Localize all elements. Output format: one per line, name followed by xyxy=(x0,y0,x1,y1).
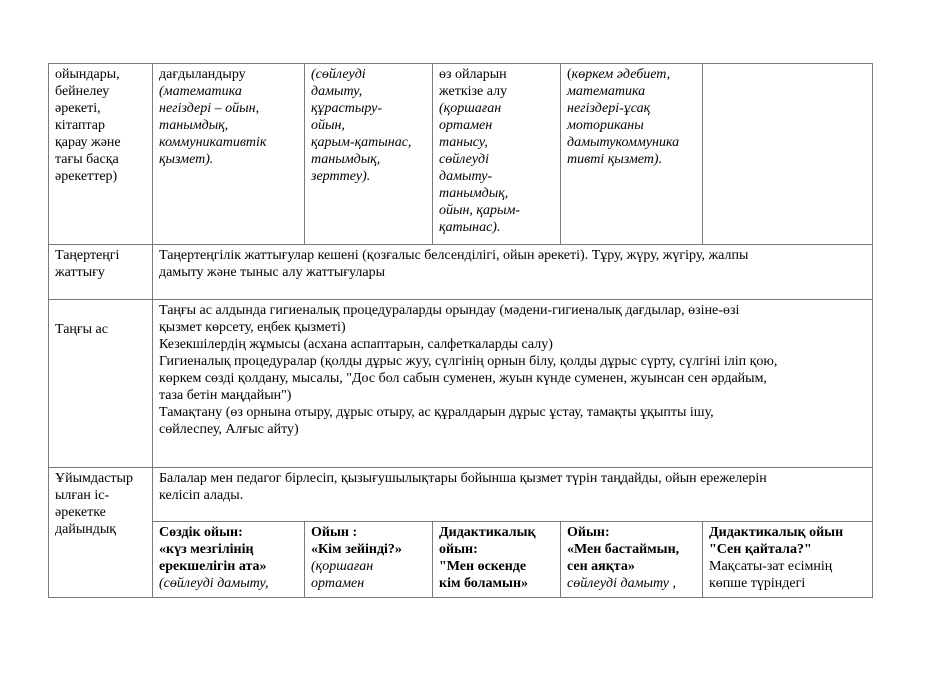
morning-exercise-content xyxy=(153,245,873,300)
preparation-label xyxy=(49,468,153,598)
label-line: Таңғы ас xyxy=(55,322,108,337)
cell-italic: зерттеу). xyxy=(311,169,371,184)
content-line: дамыту және тыныс алу жаттығулары xyxy=(159,265,385,280)
label-line: тағы басқа xyxy=(55,152,119,167)
preparation-content xyxy=(153,468,873,522)
game-title: сен аяқта» xyxy=(567,559,635,574)
game-cell-1 xyxy=(153,522,305,598)
label-line: жаттығу xyxy=(55,265,105,280)
label-line: Ұйымдастыр xyxy=(55,471,133,486)
game-cell-2 xyxy=(305,522,433,598)
cell-italic: танымдық, xyxy=(439,186,509,201)
label-line: дайындық xyxy=(55,522,117,537)
game-title: «Кім зейінді?» xyxy=(311,542,402,557)
game-title: «күз мезгілінің xyxy=(159,542,254,557)
game-cell-4 xyxy=(561,522,703,598)
cell-italic: көркем әдебиет, xyxy=(571,67,671,82)
breakfast-content xyxy=(153,300,873,468)
game-note: көпше түріндегі xyxy=(709,576,806,591)
cell-text: өз ойларын xyxy=(439,67,507,82)
breakfast-label xyxy=(49,300,153,468)
breakfast-row xyxy=(49,300,873,468)
label-line: кітаптар xyxy=(55,118,106,133)
cell-italic: математика xyxy=(567,84,646,99)
cell-italic: танымдық, xyxy=(159,118,229,133)
cell-italic: қызмет). xyxy=(159,152,214,167)
activity-cell-1 xyxy=(153,64,305,245)
cell-italic: негіздері – ойын, xyxy=(159,101,260,116)
content-line: Балалар мен педагог бірлесіп, қызығушылықтары бойынша қызмет түрін таңдайды, ойын ережелерін xyxy=(159,471,767,486)
game-cell-5 xyxy=(703,522,873,598)
game-note: сөйлеуді дамыту , xyxy=(567,576,676,591)
label-line: әрекеті, xyxy=(55,101,101,116)
content-line: көркем сөзді қолдану, мысалы, "Дос бол сабын суменен, жуын күнде суменен, жуынсан сен әрдайым, xyxy=(159,371,767,386)
label-line: ылған іс- xyxy=(55,488,110,503)
activities-row xyxy=(49,64,873,245)
cell-italic: ойын, қарым- xyxy=(439,203,521,218)
game-note: (қоршаған xyxy=(311,559,374,574)
cell-italic: танымдық, xyxy=(311,152,381,167)
label-line: әрекетке xyxy=(55,505,106,520)
activity-cell-2 xyxy=(305,64,433,245)
cell-italic: сөйлеуді xyxy=(439,152,490,167)
cell-italic: танысу, xyxy=(439,135,488,150)
game-title: "Мен өскенде xyxy=(439,559,527,574)
cell-italic: (қоршаған xyxy=(439,101,502,116)
cell-italic: тивті қызмет). xyxy=(567,152,663,167)
game-title: Ойын : xyxy=(311,525,358,540)
morning-exercise-row xyxy=(49,245,873,300)
content-line: сөйлеспеу, Алғыс айту) xyxy=(159,422,299,437)
paren: ( xyxy=(567,67,572,82)
cell-italic: ортамен xyxy=(439,118,493,133)
game-note: ортамен xyxy=(311,576,365,591)
cell-text: жеткізе алу xyxy=(439,84,508,99)
games-row xyxy=(49,522,873,598)
cell-italic: қарым-қатынас, xyxy=(311,135,412,150)
label-line: Таңертеңгі xyxy=(55,248,120,263)
content-line: Таңғы ас алдында гигиеналық процедураларды орындау (мәдени-гигиеналық дағдылар, өзіне-өзі xyxy=(159,303,740,318)
game-title: «Мен бастаймын, xyxy=(567,542,680,557)
activities-label-cell xyxy=(49,64,153,245)
game-title: "Сен қайтала?" xyxy=(709,542,812,557)
label-line: бейнелеу xyxy=(55,84,110,99)
content-line: Тамақтану (өз орнына отыру, дұрыс отыру, ас құралдарын дұрыс ұстау, тамақты ұқыпты ішу, xyxy=(159,405,714,420)
label-line: әрекеттер) xyxy=(55,169,118,184)
activity-cell-4 xyxy=(561,64,703,245)
game-note: (сөйлеуді дамыту, xyxy=(159,576,269,591)
plan-table xyxy=(48,63,873,598)
content-line: таза бетін маңдайын") xyxy=(159,388,292,403)
activity-cell-3 xyxy=(433,64,561,245)
content-line: Таңертеңгілік жаттығулар кешені (қозғалыс белсенділігі, ойын әрекеті). Тұру, жүру, жүгіру, жалпы xyxy=(159,248,749,263)
game-title: Дидактикалық xyxy=(439,525,536,540)
cell-italic: коммуникативтік xyxy=(159,135,267,150)
content-line: Гигиеналық процедуралар (қолды дұрыс жуу, сүлгінің орнын білу, қолды дұрыс сүрту, сүлгіні іліп қою, xyxy=(159,354,778,369)
game-title: Дидактикалық ойын xyxy=(709,525,844,540)
game-note: Мақсаты-зат есімнің xyxy=(709,559,833,574)
game-title: Ойын: xyxy=(567,525,610,540)
label-line: ойындары, xyxy=(55,67,120,82)
cell-italic: моториканы xyxy=(567,118,644,133)
cell-italic: (математика xyxy=(159,84,242,99)
cell-italic: (сөйлеуді xyxy=(311,67,366,82)
cell-italic: қатынас). xyxy=(439,220,501,235)
preparation-row xyxy=(49,468,873,522)
game-title: ойын: xyxy=(439,542,478,557)
cell-italic: ойын, xyxy=(311,118,345,133)
content-line: келісіп алады. xyxy=(159,488,244,503)
cell-italic: дамыту, xyxy=(311,84,363,99)
cell-italic: дамыту- xyxy=(439,169,493,184)
cell-italic: дамытукоммуника xyxy=(567,135,680,150)
cell-italic: негіздері-ұсақ xyxy=(567,101,651,116)
content-line: қызмет көрсету, еңбек қызметі) xyxy=(159,320,346,335)
game-title: Сөздік ойын: xyxy=(159,525,243,540)
morning-exercise-label xyxy=(49,245,153,300)
game-cell-3 xyxy=(433,522,561,598)
game-title: кім боламын» xyxy=(439,576,529,591)
content-line: Кезекшілердің жұмысы (асхана аспаптарын, салфеткаларды салу) xyxy=(159,337,553,352)
game-title: ерекшелігін ата» xyxy=(159,559,267,574)
cell-text: дағдыландыру xyxy=(159,67,246,82)
label-line: қарау және xyxy=(55,135,121,150)
cell-italic: құрастыру- xyxy=(311,101,383,116)
activity-cell-5 xyxy=(703,64,873,245)
